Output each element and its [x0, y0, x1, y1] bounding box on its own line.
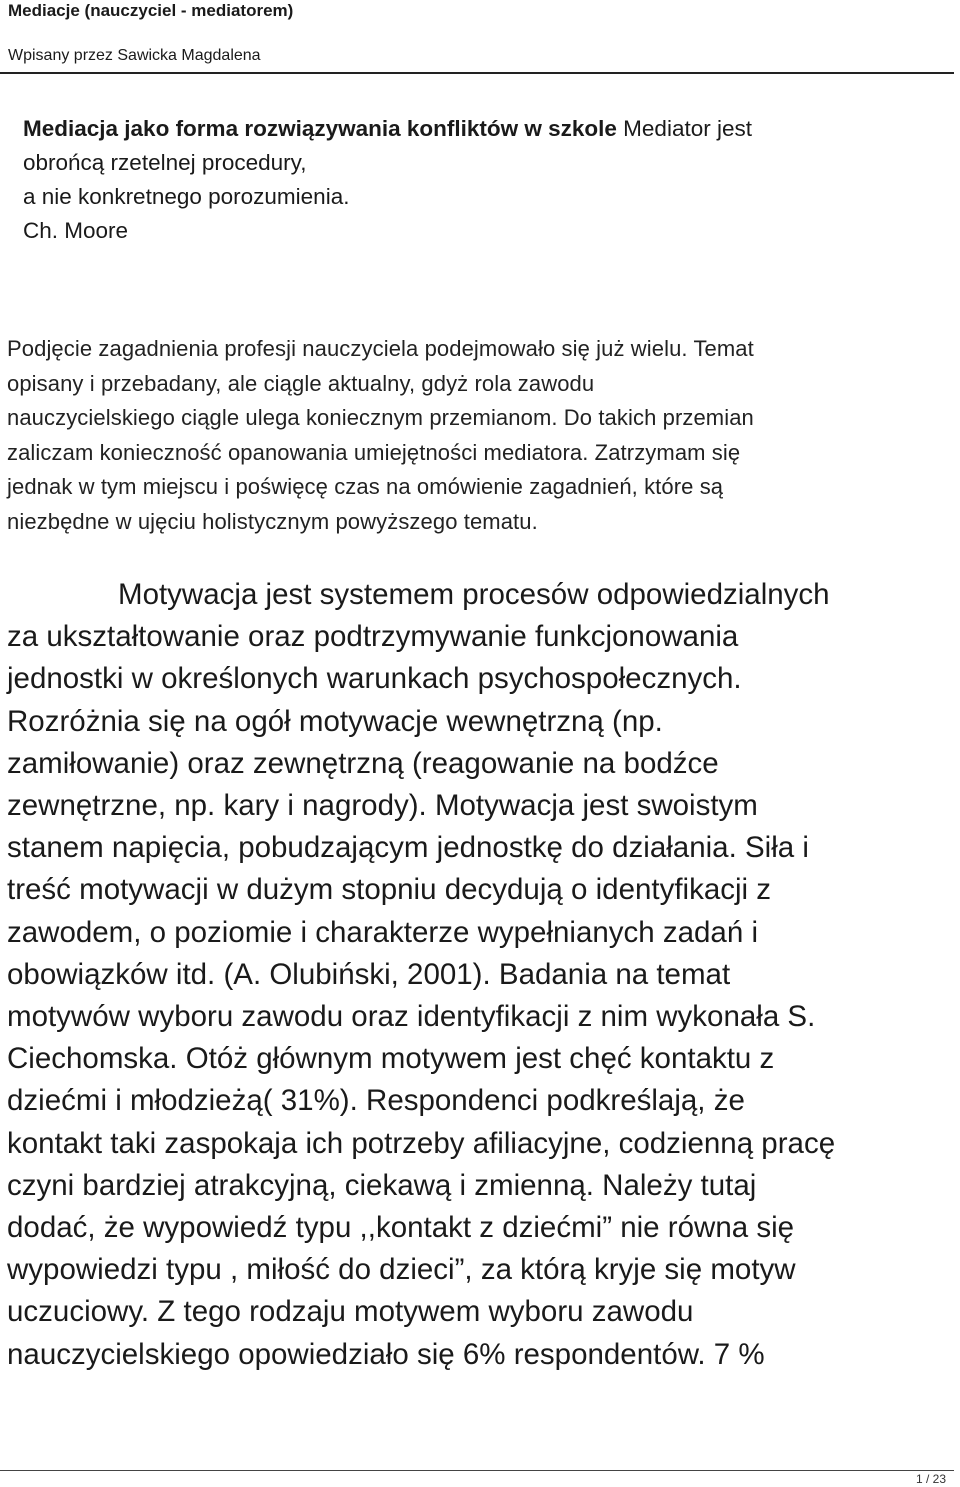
text-line: uczuciowy. Z tego rodzaju motywem wyboru zawodu — [7, 1295, 694, 1329]
document-title: Mediacje (nauczyciel - mediatorem) — [8, 1, 294, 20]
quote-text-start: Mediator jest — [616, 116, 752, 141]
text-line: motywów wyboru zawodu oraz identyfikacji z nim wykonała S. — [7, 1000, 816, 1034]
text-line: jednostki w określonych warunkach psychospołecznych. — [7, 662, 742, 696]
text-line: Rozróżnia się na ogół motywacje wewnętrzną (np. — [7, 704, 663, 738]
page-number: 1 / 23 — [915, 1472, 946, 1486]
text-line: treść motywacji w dużym stopniu decydują o identyfikacji z — [7, 873, 772, 907]
paragraph-intro-topic — [7, 332, 955, 539]
intro-line-1 — [23, 112, 953, 146]
text-line: stanem napięcia, pobudzającym jednostkę do działania. Siła i — [7, 831, 809, 865]
text-line-content: Motywacja jest systemem procesów odpowiedzialnych — [118, 578, 830, 611]
text-line: obowiązków itd. (A. Olubiński, 2001). Badania na temat — [7, 957, 731, 991]
text-line: zewnętrzne, np. kary i nagrody). Motywacja jest swoistym — [7, 789, 758, 823]
text-line: nauczycielskiego ciągle ulega koniecznym przemianom. Do takich przemian — [7, 405, 754, 430]
header-divider — [0, 72, 954, 74]
text-line: jednak w tym miejscu i poświęcę czas na omówienie zagadnień, które są — [7, 474, 724, 499]
text-line: opisany i przebadany, ale ciągle aktualny, gdyż rola zawodu — [7, 370, 595, 396]
text-line: dodać, że wypowiedź typu ,,kontakt z dziećmi” nie równa się — [7, 1211, 795, 1245]
text-line: zawodem, o poziomie i charakterze wypełnianych zadań i — [7, 915, 758, 949]
intro-block — [23, 112, 953, 248]
text-line: Podjęcie zagadnienia profesji nauczyciela podejmowało się już wielu. Temat — [7, 336, 754, 361]
quote-line-2: obrońcą rzetelnej procedury, — [23, 150, 307, 175]
paragraph-motivation — [7, 574, 955, 1376]
text-line: zaliczam konieczność opanowania umiejętności mediatora. Zatrzymam się — [7, 439, 741, 465]
footer-divider — [0, 1470, 954, 1471]
document-header — [8, 0, 952, 66]
text-line: zamiłowanie) oraz zewnętrzną (reagowanie na bodźce — [7, 746, 719, 780]
article-heading: Mediacja jako forma rozwiązywania konfliktów w szkole — [23, 116, 617, 141]
text-line: wypowiedzi typu , miłość do dzieci”, za którą kryje się motyw — [7, 1253, 796, 1287]
text-line: niezbędne w ujęciu holistycznym powyższego tematu. — [7, 508, 538, 534]
text-line: za ukształtowanie oraz podtrzymywanie funkcjonowania — [7, 620, 739, 654]
text-line — [7, 574, 955, 616]
text-line: czyni bardziej atrakcyjną, ciekawą i zmienną. Należy tutaj — [7, 1168, 757, 1202]
document-author: Wpisany przez Sawicka Magdalena — [8, 47, 261, 64]
text-line: dziećmi i młodzieżą( 31%). Respondenci podkreślają, że — [7, 1084, 745, 1118]
text-line: Ciechomska. Otóż głównym motywem jest chęć kontaktu z — [7, 1042, 775, 1076]
text-line: nauczycielskiego opowiedziało się 6% respondentów. 7 % — [7, 1337, 765, 1371]
quote-author: Ch. Moore — [23, 218, 129, 243]
text-line: kontakt taki zaspokaja ich potrzeby afiliacyjne, codzienną pracę — [7, 1126, 836, 1160]
quote-line-3: a nie konkretnego porozumienia. — [23, 184, 350, 209]
